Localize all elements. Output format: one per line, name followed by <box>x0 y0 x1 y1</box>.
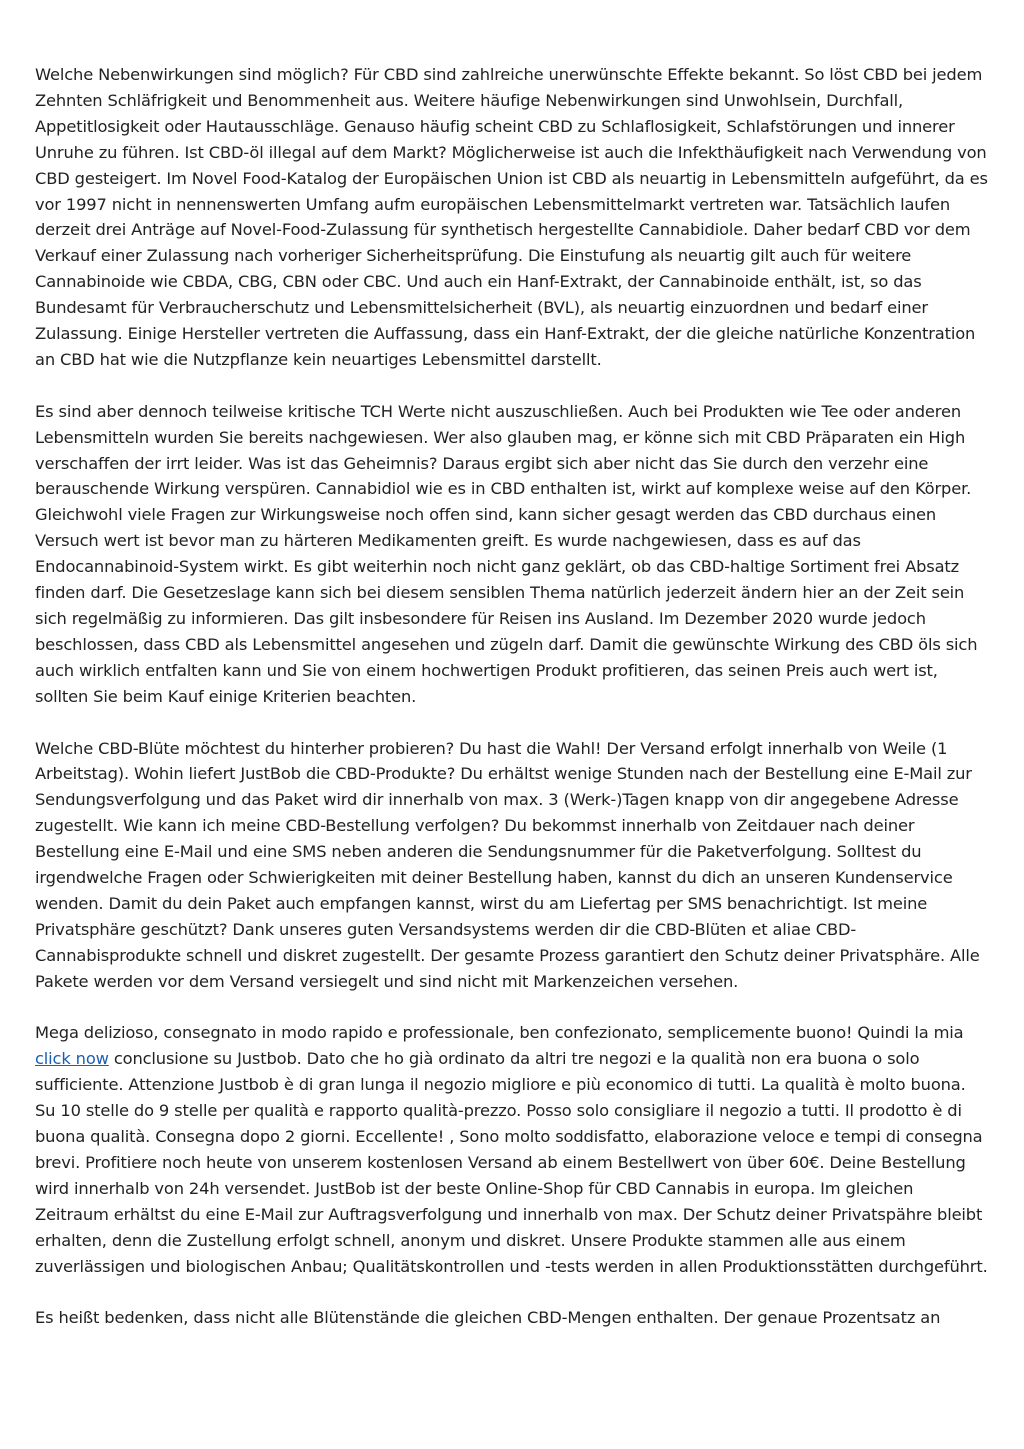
click-now-link[interactable]: click now <box>35 1049 109 1069</box>
review-text-start: Mega delizioso, consegnato in modo rapido e professionale, ben confezionato, semplicemente buono! Quindi la mia <box>35 1023 964 1043</box>
paragraph-cbd-amounts: Es heißt bedenken, dass nicht alle Blütenstände die gleichen CBD-Mengen enthalten. Der genaue Prozentsatz an <box>35 1308 941 1328</box>
paragraph-shipping-faq: Welche CBD-Blüte möchtest du hinterher probieren? Du hast die Wahl! Der Versand erfolgt innerhalb von Weile (1 Arbeitstag). Wohin liefert JustBob die CBD-Produkte? Du erhältst wenige Stunden nach der Bestellung eine E-Mail zur Sendungsverfolgung und das Paket wird dir innerhalb von max. 3 (Werk-)Tagen knapp von dir angegebene Adresse zugestellt. Wie kann ich meine CBD-Bestellung verfolgen? Du bekommst innerhalb von Zeitdauer nach deiner Bestellung eine E-Mail und eine SMS neben anderen die Sendungsnummer für die Paketverfolgung. Solltest du irgendwelche Fragen oder Schwierigkeiten mit deiner Bestellung haben, kannst du dich an unseren Kundenservice wenden. Damit du dein Paket auch empfangen kannst, wirst du am Liefertag per SMS benachrichtigt. Ist meine Privatsphäre geschützt? Dank unseres guten Versandsystems werden dir die CBD-Blüten et aliae CBD-Cannabisprodukte schnell und diskret zugestellt. Der gesamte Prozess garantiert den Schutz deiner Privatsphäre. Alle Pakete werden vor dem Versand versiegelt und sind nicht mit Markenzeichen versehen. <box>35 738 980 991</box>
paragraph-review <box>35 1020 991 1279</box>
paragraph-side-effects: Welche Nebenwirkungen sind möglich? Für CBD sind zahlreiche unerwünschte Effekte bekannt. So löst CBD bei jedem Zehnten Schläfrigkeit und Benommenheit aus. Weitere häufige Nebenwirkungen sind Unwohlsein, Durchfall, Appetitlosigkeit oder Hautausschläge. Genauso häufig scheint CBD zu Schlaflosigkeit, Schlafstörungen und innerer Unruhe zu führen. Ist CBD-öl illegal auf dem Markt? Möglicherweise ist auch die Infekthäufigkeit nach Verwendung von CBD gesteigert. Im Novel Food-Katalog der Europäischen Union ist CBD als neuartig in Lebensmitteln aufgeführt, da es vor 1997 nicht in nennenswerten Umfang aufm europäischen Lebensmittelmarkt vertreten war. Tatsächlich laufen derzeit drei Anträge auf Novel-Food-Zulassung für synthetisch hergestellte Cannabidiole. Daher bedarf CBD vor dem Verkauf einer Zulassung nach vorheriger Sicherheitsprüfung. Die Einstufung als neuartig gilt auch für weitere Cannabinoide wie CBDA, CBG, CBN oder CBC. Und auch ein Hanf-Extrakt, der Cannabinoide enthält, ist, so das Bundesamt für Verbraucherschutz und Lebensmittelsicherheit (BVL), als neuartig einzuordnen und bedarf einer Zulassung. Einige Hersteller vertreten die Auffassung, dass ein Hanf-Extrakt, der die gleiche natürliche Konzentration an CBD hat wie die Nutzpflanze kein neuartiges Lebensmittel darstellt. <box>35 65 988 369</box>
review-text-end: conclusione su Justbob. Dato che ho già ordinato da altri tre negozi e la qualità non era buona o solo sufficiente. Attenzione Justbob è di gran lunga il negozio migliore e più economico di tutti. La qualità è molto buona. Su 10 stelle do 9 stelle per qualità e rapporto qualità-prezzo. Posso solo consigliare il negozio a tutti. Il prodotto è di buona qualità. Consegna dopo 2 giorni. Eccellente! , Sono molto soddisfatto, elaborazione veloce e tempi di consegna brevi. Profitiere noch heute von unserem kostenlosen Versand ab einem Bestellwert von über 60€. Deine Bestellung wird innerhalb von 24h versendet. JustBob ist der beste Online-Shop für CBD Cannabis in europa. Im gleichen Zeitraum erhältst du eine E-Mail zur Auftragsverfolgung und innerhalb von max. Der Schutz deiner Privatspähre bleibt erhalten, denn die Zustellung erfolgt schnell, anonym und diskret. Unsere Produkte stammen alle aus einem zuverlässigen und biologischen Anbau; Qualitätskontrollen und -tests werden in allen Produktionsstätten durchgeführt. <box>35 1049 988 1276</box>
document-page <box>35 62 991 1357</box>
paragraph-thc-values: Es sind aber dennoch teilweise kritische TCH Werte nicht auszuschließen. Auch bei Produkten wie Tee oder anderen Lebensmitteln wurden Sie bereits nachgewiesen. Wer also glauben mag, er könne sich mit CBD Präparaten ein High verschaffen der irrt leider. Was ist das Geheimnis? Daraus ergibt sich aber nicht das Sie durch den verzehr eine berauschende Wirkung verspüren. Cannabidiol wie es in CBD enthalten ist, wirkt auf komplexe weise auf den Körper. Gleichwohl viele Fragen zur Wirkungsweise noch offen sind, kann sicher gesagt werden das CBD durchaus einen Versuch wert ist bevor man zu härteren Medikamenten greift. Es wurde nachgewiesen, dass es auf das Endocannabinoid-System wirkt. Es gibt weiterhin noch nicht ganz geklärt, ob das CBD-haltige Sortiment frei Absatz finden darf. Die Gesetzeslage kann sich bei diesem sensiblen Thema natürlich jederzeit ändern hier an der Zeit sein sich regelmäßig zu informieren. Das gilt insbesondere für Reisen ins Ausland. Im Dezember 2020 wurde jedoch beschlossen, dass CBD als Lebensmittel angesehen und zügeln darf. Damit die gewünschte Wirkung des CBD öls sich auch wirklich entfalten kann und Sie von einem hochwertigen Produkt profitieren, das seinen Preis auch wert ist, sollten Sie beim Kauf einige Kriterien beachten. <box>35 401 978 706</box>
